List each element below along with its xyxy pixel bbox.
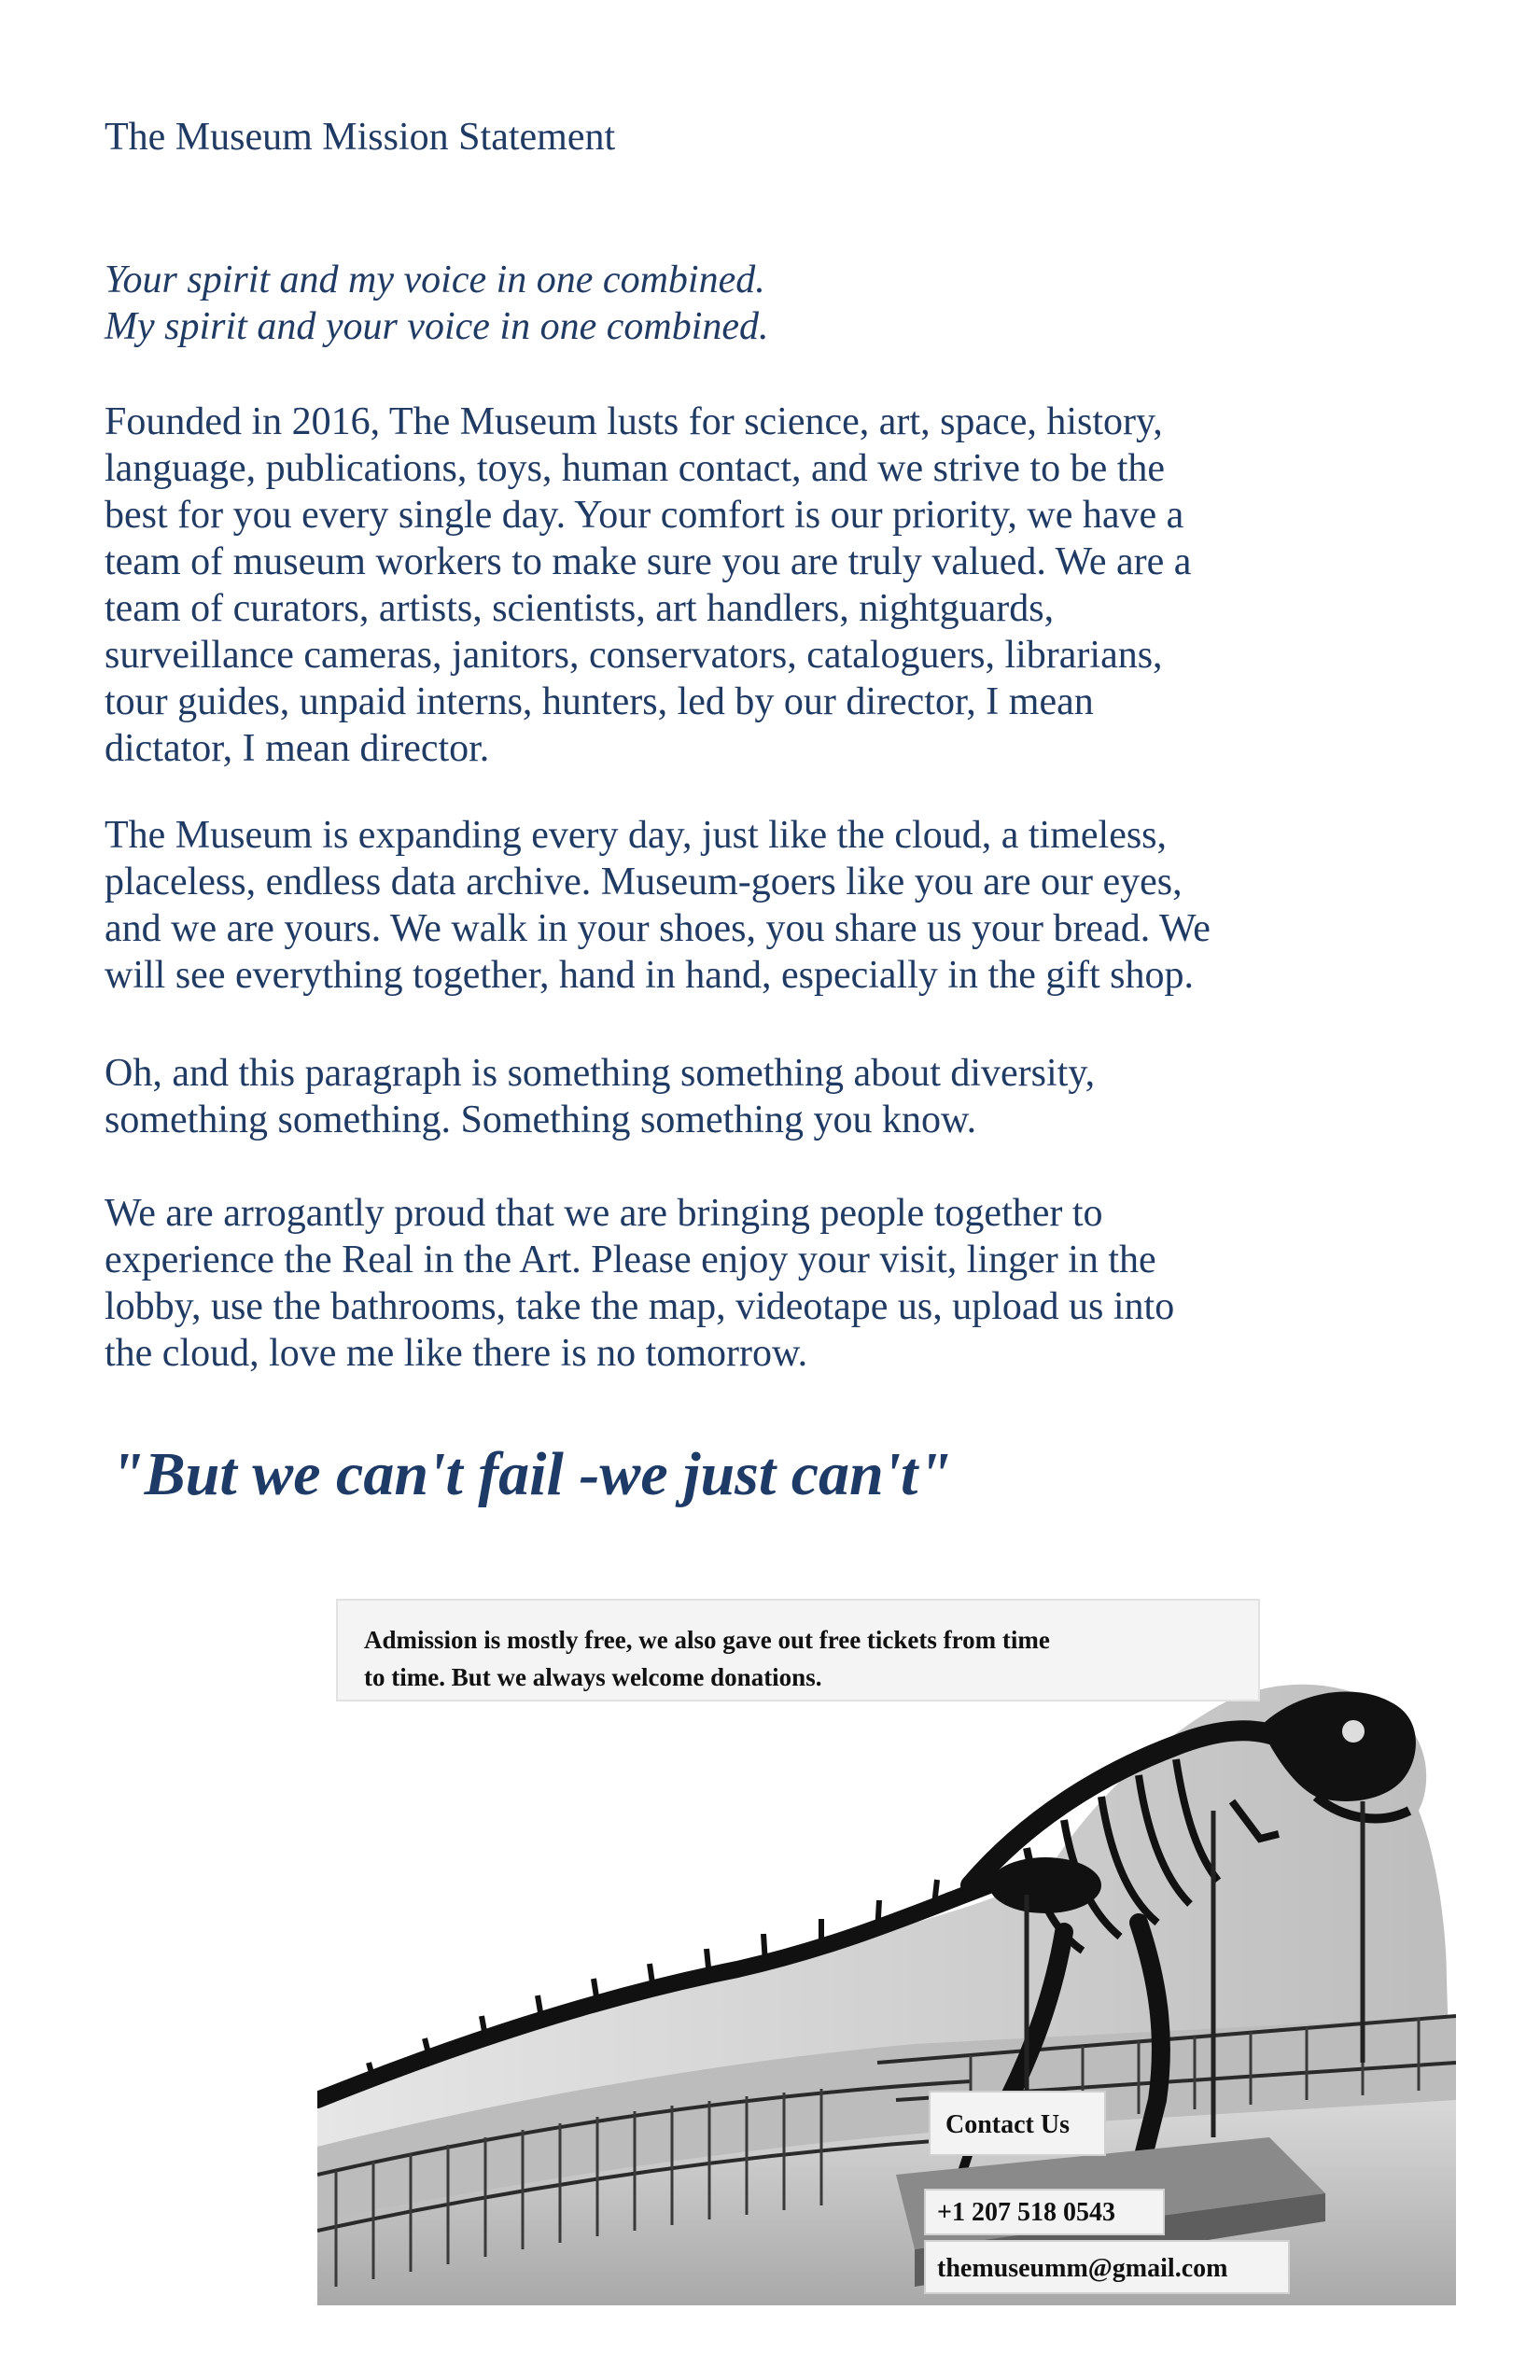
paragraph-line: experience the Real in the Art. Please enjoy your visit, linger in the [105,1239,1156,1281]
paragraph-line: will see everything together, hand in hand, especially in the gift shop. [105,954,1195,997]
notice-line: to time. But we always welcome donations. [364,1663,822,1691]
paragraph-line: best for you every single day. Your comfort is our priority, we have a [105,494,1184,537]
paragraph-diversity [105,1050,1449,1143]
verse-line: My spirit and your voice in one combined. [105,305,769,348]
paragraph-founding [105,399,1449,772]
paragraph-line: dictator, I mean director. [105,727,490,770]
contact-email[interactable]: themuseumm@gmail.com [924,2240,1290,2294]
paragraph-line: tour guides, unpaid interns, hunters, led by our director, I mean [105,680,1094,723]
admission-notice [336,1599,1260,1701]
paragraph-line: We are arrogantly proud that we are bringing people together to [105,1192,1103,1235]
page-title: The Museum Mission Statement [105,116,616,159]
paragraph-line: something something. Something something you know. [105,1099,977,1141]
paragraph-line: language, publications, toys, human contact, and we strive to be the [105,447,1166,490]
paragraph-line: Oh, and this paragraph is something something about diversity, [105,1052,1096,1095]
verse [105,257,769,350]
paragraph-line: team of museum workers to make sure you are truly valued. We are a [105,540,1192,583]
paragraph-line: team of curators, artists, scientists, art handlers, nightguards, [105,587,1055,630]
paragraph-expanding [105,812,1449,999]
paragraph-line: the cloud, love me like there is no tomorrow. [105,1332,808,1375]
contact-us-label: Contact Us [929,2091,1106,2156]
verse-line: Your spirit and my voice in one combined. [105,259,765,301]
paragraph-line: placeless, endless data archive. Museum-goers like you are our eyes, [105,861,1183,903]
paragraph-line: surveillance cameras, janitors, conservators, cataloguers, librarians, [105,634,1163,677]
paragraph-line: and we are yours. We walk in your shoes, you share us your bread. We [105,907,1211,950]
notice-line: Admission is mostly free, we also gave out free tickets from time [364,1626,1050,1654]
paragraph-line: Founded in 2016, The Museum lusts for science, art, space, history, [105,400,1163,443]
contact-phone[interactable]: +1 207 518 0543 [924,2189,1165,2235]
paragraph-line: The Museum is expanding every day, just like the cloud, a timeless, [105,814,1168,857]
paragraph-line: lobby, use the bathrooms, take the map, videotape us, upload us into [105,1285,1175,1328]
paragraph-visit [105,1190,1449,1377]
pull-quote: "But we can't fail -we just can't" [110,1440,953,1508]
